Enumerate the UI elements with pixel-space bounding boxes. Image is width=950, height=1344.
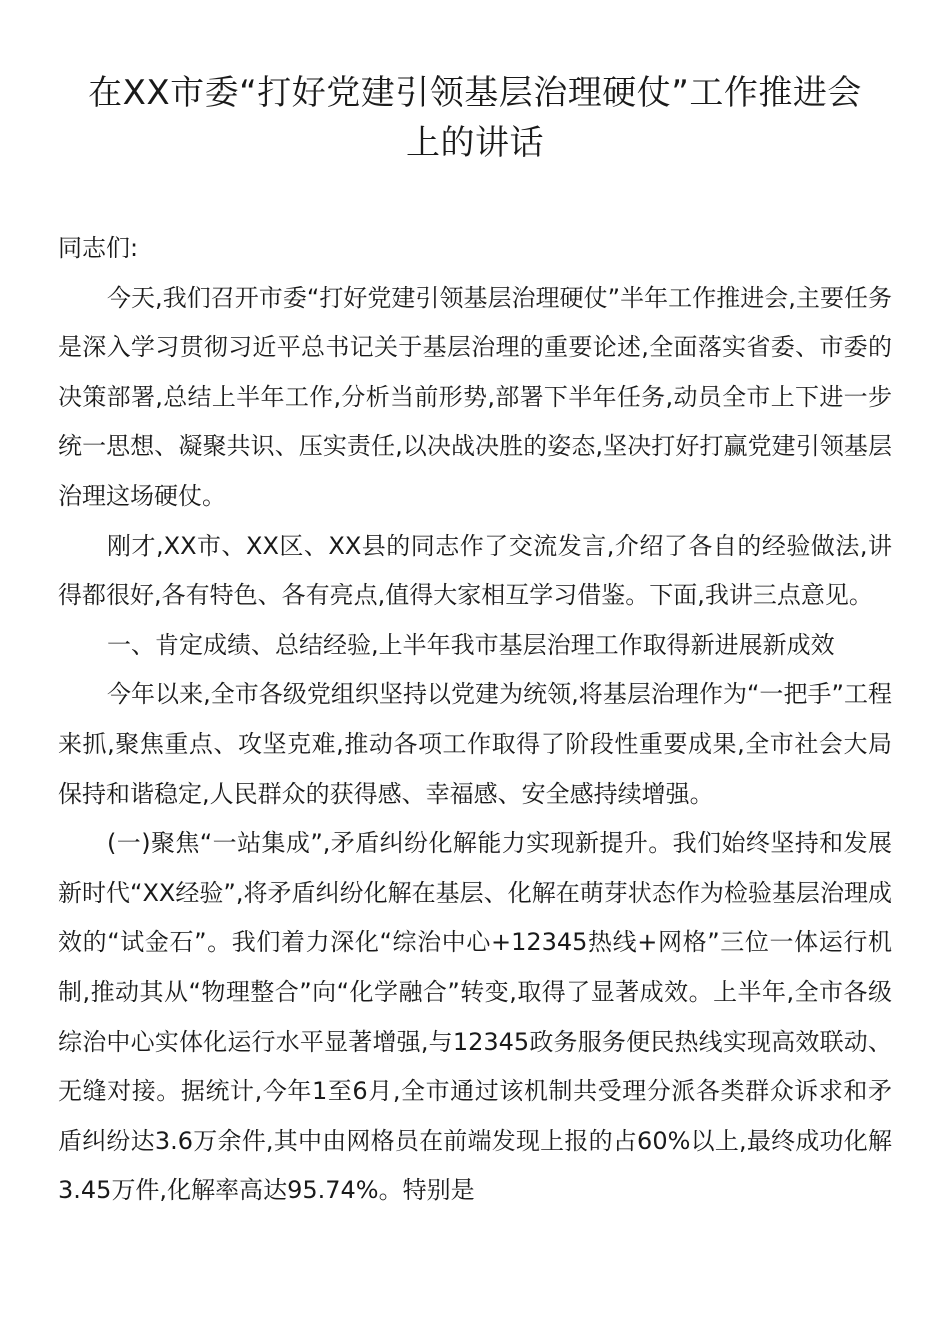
title-line-2: 上的讲话	[406, 123, 544, 163]
paragraph: 今天,我们召开市委“打好党建引领基层治理硬仗”半年工作推进会,主要任务是深入学习贯彻习近平总书记关于基层治理的重要论述,全面落实省委、市委的决策部署,总结上半年工作,分析当前形势,部署下半年任务,动员全市上下进一步统一思想、凝聚共识、压实责任,以决战决胜的姿态,坚决打好打赢党建引领基层治理这场硬仗。	[58, 283, 892, 510]
paragraph: 今年以来,全市各级党组织坚持以党建为统领,将基层治理作为“一把手”工程来抓,聚焦重点、攻坚克难,推动各项工作取得了阶段性重要成果,全市社会大局保持和谐稳定,人民群众的获得感、幸福感、安全感持续增强。	[58, 680, 892, 808]
document-title	[40, 68, 910, 168]
paragraph: 刚才,XX市、XX区、XX县的同志作了交流发言,介绍了各自的经验做法,讲得都很好,各有特色、各有亮点,值得大家相互学习借鉴。下面,我讲三点意见。	[58, 531, 892, 610]
title-line-1: 在XX市委“打好党建引领基层治理硬仗”工作推进会	[88, 73, 862, 113]
paragraph: (一)聚焦“一站集成”,矛盾纠纷化解能力实现新提升。我们始终坚持和发展新时代“XX经验”,将矛盾纠纷化解在基层、化解在萌芽状态作为检验基层治理成效的“试金石”。我们着力深化“综治中心+12345热线+网格”三位一体运行机制,推动其从“物理整合”向“化学融合”转变,取得了显著成效。上半年,全市各级综治中心实体化运行水平显著增强,与12345政务服务便民热线实现高效联动、无缝对接。据统计,今年1至6月,全市通过该机制共受理分派各类群众诉求和矛盾纠纷达3.6万余件,其中由网格员在前端发现上报的占60%以上,最终成功化解3.45万件,化解率高达95.74%。特别是	[58, 829, 892, 1205]
salutation: 同志们:	[58, 234, 139, 262]
section-heading: 一、肯定成绩、总结经验,上半年我市基层治理工作取得新进展新成效	[107, 630, 835, 659]
document-body	[58, 224, 892, 1216]
